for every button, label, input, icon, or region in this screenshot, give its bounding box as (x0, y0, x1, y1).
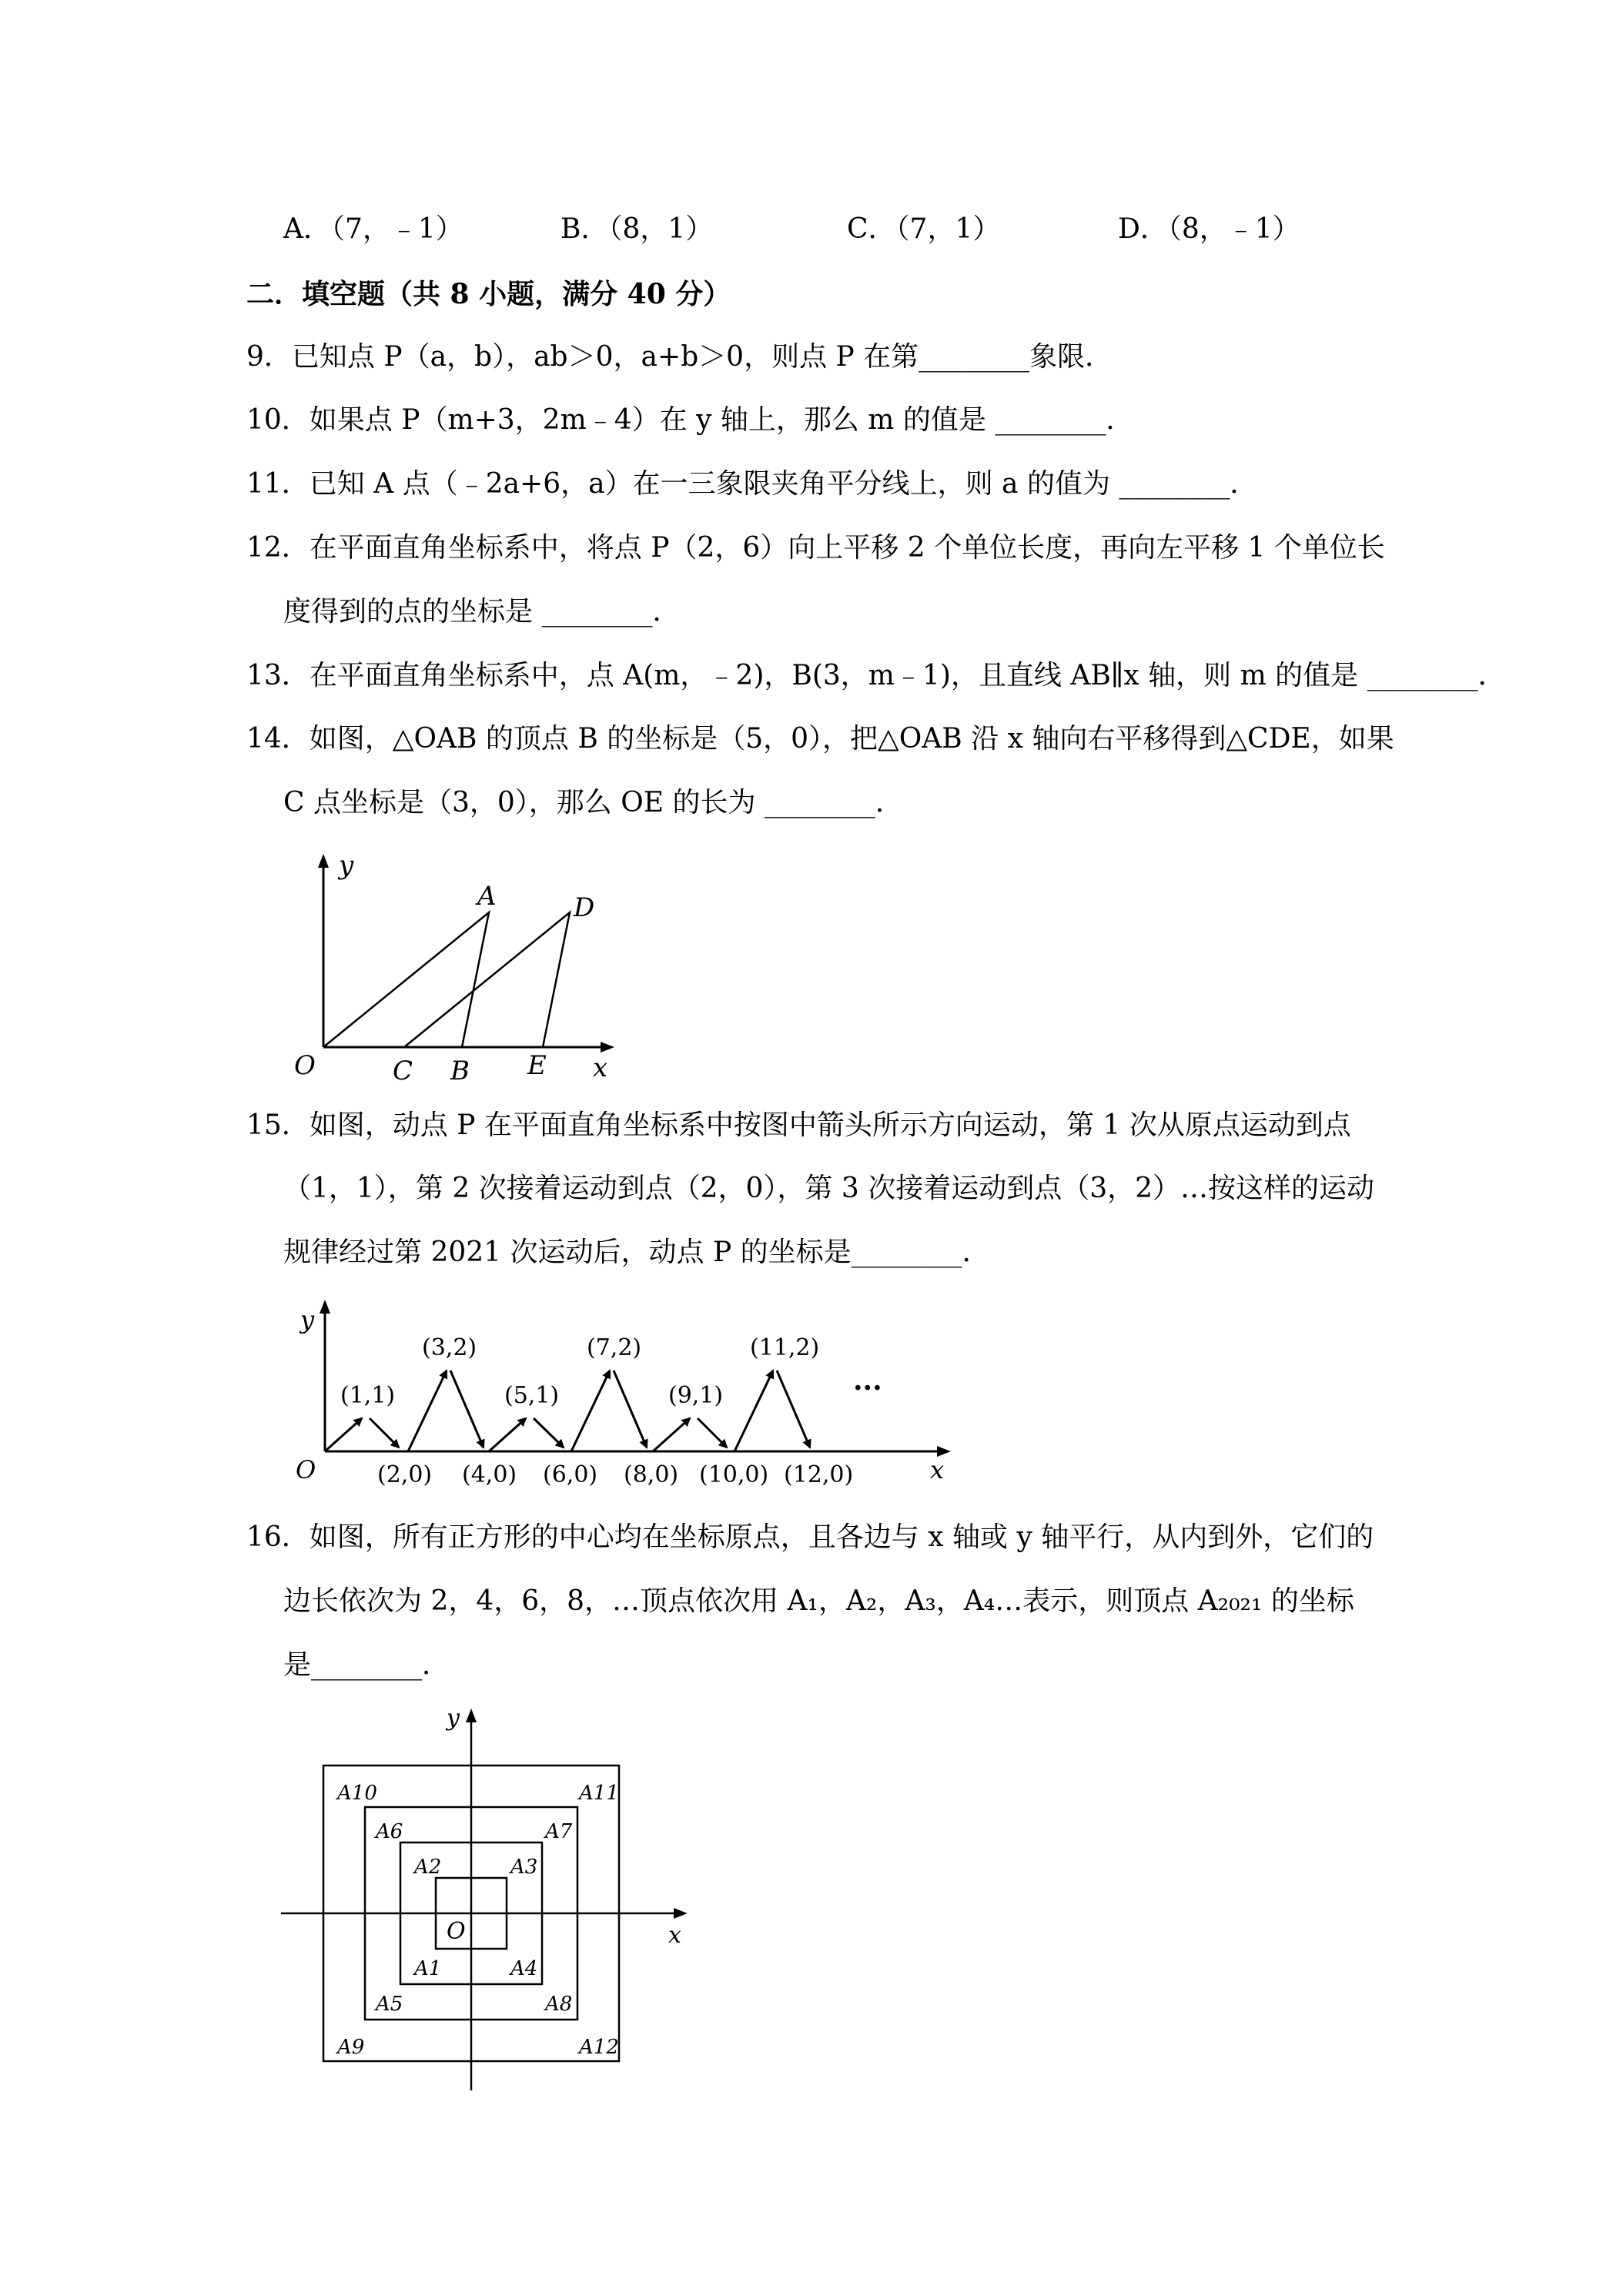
fig16-vertex-label: A3 (510, 1856, 538, 1879)
question-10: 10．如果点 P（m+3，2m﹣4）在 y 轴上，那么 m 的值是 ________． (246, 404, 1134, 436)
fig16-vertex-label: A2 (414, 1856, 442, 1879)
fig15-point-label: (6,0) (543, 1461, 598, 1488)
option-b: B．（8，1） (561, 213, 714, 245)
question-15-line2: （1，1），第 2 次接着运动到点（2，0），第 3 次接着运动到点（3，2）…按这样的运动 (283, 1173, 1375, 1204)
fig14-b-label: B (450, 1056, 470, 1086)
question-14-line1: 14．如图，△OAB 的顶点 B 的坐标是（5，0），把△OAB 沿 x 轴向右平移得到△CDE，如果 (246, 723, 1394, 755)
question-15-line1: 15．如图，动点 P 在平面直角坐标系中按图中箭头所示方向运动，第 1 次从原点运动到点 (246, 1110, 1351, 1141)
fig15-y-label: y (300, 1305, 315, 1334)
fig14-o-label: O (294, 1050, 316, 1081)
fig16-vertex-label: A7 (545, 1820, 573, 1843)
fig14-d-label: D (574, 892, 595, 923)
fig15-point-label: (1,1) (340, 1382, 396, 1409)
figure-14-translation (285, 851, 624, 1089)
question-12-line2: 度得到的点的坐标是 ________． (283, 596, 681, 628)
fig16-vertex-label: A9 (337, 2036, 365, 2059)
question-16-line1: 16．如图，所有正方形的中心均在坐标原点，且各边与 x 轴或 y 轴平行，从内到外，它们的 (246, 1521, 1374, 1553)
fig16-x-label: x (668, 1922, 681, 1949)
fig15-point-label: (10,0) (699, 1461, 769, 1488)
fig14-c-label: C (393, 1056, 413, 1086)
fig15-point-label: (9,1) (668, 1382, 724, 1409)
fig15-point-label: (12,0) (784, 1461, 854, 1488)
fig15-point-label: (7,2) (587, 1334, 642, 1361)
fig16-vertex-label: A12 (579, 2036, 619, 2059)
question-16-line3: 是________． (283, 1649, 450, 1681)
question-15-line3: 规律经过第 2021 次运动后，动点 P 的坐标是________． (283, 1237, 990, 1268)
fig15-point-label: (8,0) (624, 1461, 679, 1488)
fig16-vertex-label: A5 (376, 1993, 403, 2016)
fig16-o-label: O (447, 1918, 466, 1945)
fig15-arrows (325, 1371, 810, 1451)
figure-16-nested-squares (277, 1705, 708, 2106)
fig15-point-label: (11,2) (750, 1334, 820, 1361)
fig16-vertex-label: A8 (545, 1993, 573, 2016)
fig16-y-label: y (447, 1705, 460, 1732)
fig15-point-label: (5,1) (504, 1382, 560, 1409)
question-13: 13．在平面直角坐标系中，点 A(m，﹣2)，B(3，m﹣1)，且直线 AB∥x 轴，则 m 的值是 ________． (246, 660, 1506, 691)
figure-15-zigzag-path (285, 1294, 978, 1494)
option-c: C．（7，1） (847, 213, 1001, 245)
question-12-line1: 12．在平面直角坐标系中，将点 P（2，6）向上平移 2 个单位长度，再向左平移 1 个单位长 (246, 532, 1385, 564)
fig14-y-label: y (339, 851, 354, 881)
fig16-vertex-label: A1 (414, 1957, 442, 1980)
fig14-e-label: E (527, 1050, 547, 1081)
fig14-a-label: A (477, 881, 497, 912)
section-title: 二．填空题（共 8 小题，满分 40 分） (246, 278, 731, 310)
option-a: A．（7，﹣1） (283, 213, 463, 245)
question-11: 11．已知 A 点（﹣2a+6，a）在一三象限夹角平分线上，则 a 的值为 ________． (246, 468, 1258, 500)
fig15-ellipsis: ··· (853, 1372, 882, 1404)
fig15-o-label: O (296, 1455, 316, 1484)
fig15-point-label: (3,2) (422, 1334, 477, 1361)
fig16-vertex-label: A11 (579, 1782, 619, 1805)
fig14-x-label: x (593, 1053, 608, 1083)
fig16-vertex-label: A6 (376, 1820, 403, 1843)
question-14-line2: C 点坐标是（3，0），那么 OE 的长为 ________． (283, 787, 903, 818)
option-d: D．（8，﹣1） (1118, 213, 1300, 245)
fig16-vertex-label: A4 (510, 1957, 538, 1980)
fig15-point-label: (4,0) (462, 1461, 517, 1488)
question-16-line2: 边长依次为 2，4，6，8，…顶点依次用 A₁，A₂，A₃，A₄…表示，则顶点 A₂₀₂₁ 的坐标 (283, 1585, 1354, 1617)
fig15-point-label: (2,0) (377, 1461, 433, 1488)
fig16-vertex-label: A10 (337, 1782, 377, 1805)
fig15-x-label: x (930, 1455, 945, 1484)
question-9: 9．已知点 P（a，b），ab＞0，a+b＞0，则点 P 在第________象限． (246, 341, 1113, 373)
